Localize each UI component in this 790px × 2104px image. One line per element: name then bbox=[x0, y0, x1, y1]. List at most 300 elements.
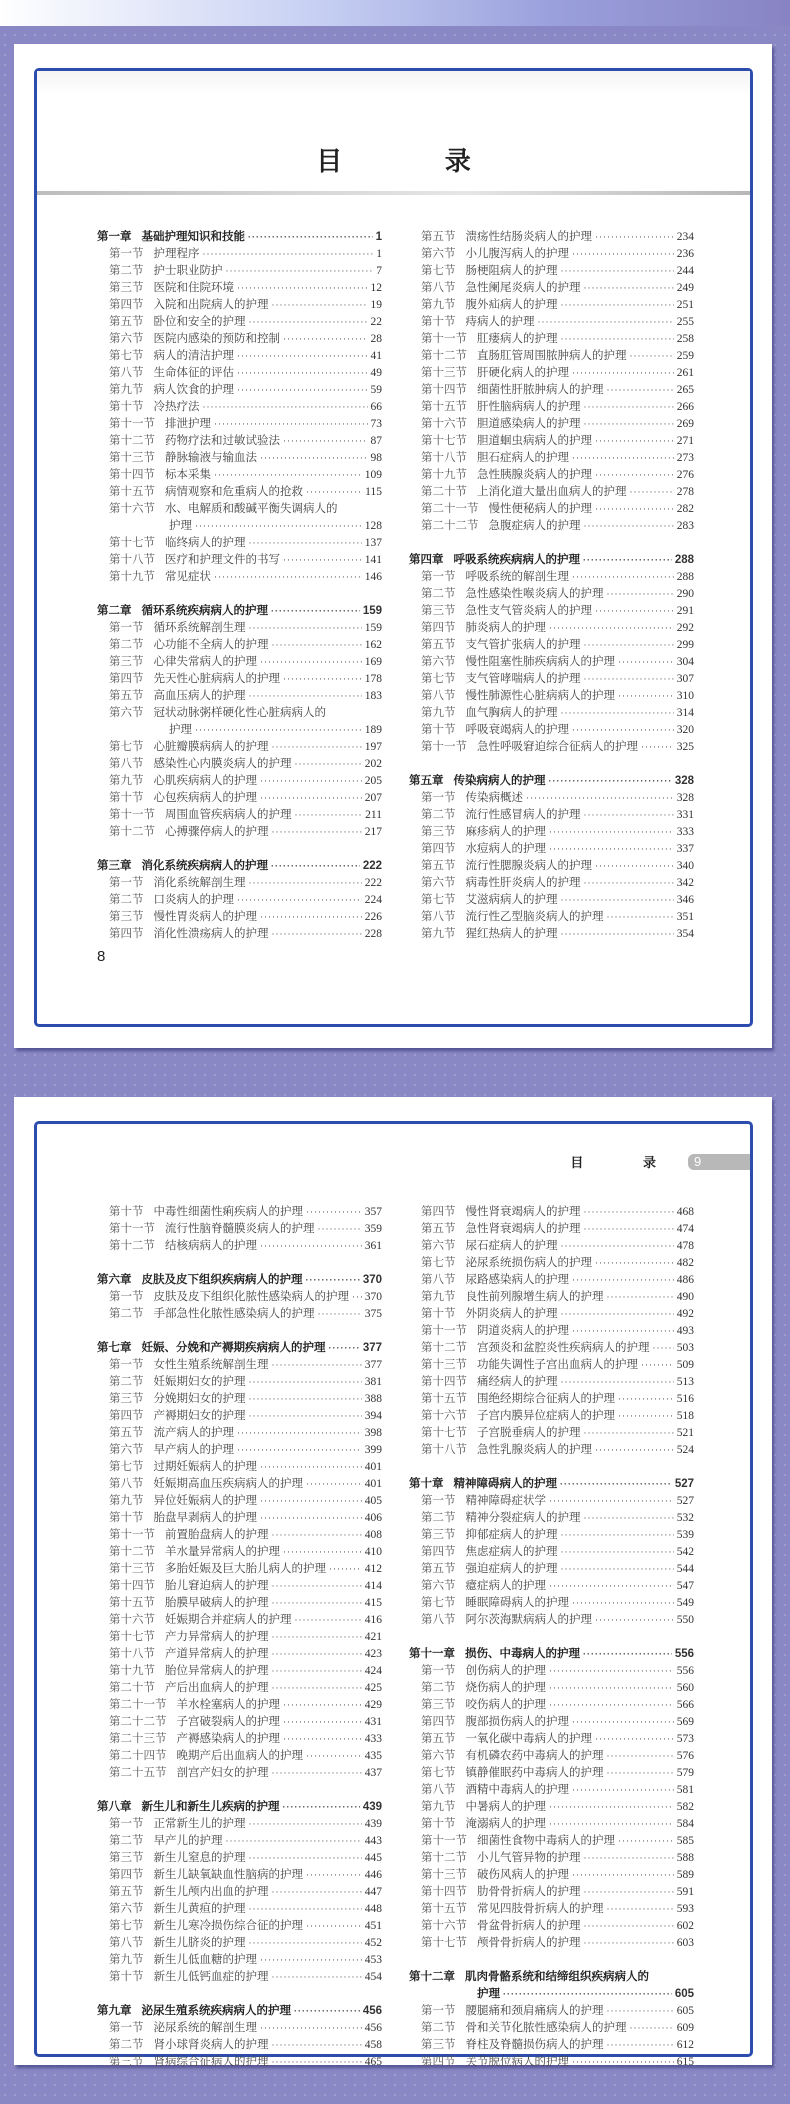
toc-spacer bbox=[97, 841, 382, 858]
dot-leader bbox=[572, 1714, 674, 1731]
entry-number: 第五节 bbox=[421, 1563, 456, 1575]
toc-chapter-entry[interactable] bbox=[97, 1272, 382, 1289]
toc-section-entry[interactable] bbox=[97, 1493, 382, 1510]
entry-title: 异位妊娠病人的护理 bbox=[153, 1495, 257, 1507]
toc-section-entry[interactable] bbox=[97, 1527, 382, 1544]
toc-section-entry[interactable] bbox=[97, 1850, 382, 1867]
toc-section-entry[interactable] bbox=[409, 671, 694, 688]
page-number-tab: 9 bbox=[688, 1154, 750, 1170]
entry-page-number: 448 bbox=[364, 1903, 382, 1915]
toc-section-entry[interactable] bbox=[409, 841, 694, 858]
dot-leader bbox=[607, 2037, 674, 2054]
entry-number: 第二十四节 bbox=[109, 1750, 167, 1762]
toc-section-entry[interactable] bbox=[97, 433, 382, 450]
toc-chapter-entry[interactable] bbox=[97, 603, 382, 620]
toc-section-entry[interactable] bbox=[409, 246, 694, 263]
toc-section-entry[interactable] bbox=[97, 1731, 382, 1748]
toc-section-entry[interactable] bbox=[409, 501, 694, 518]
entry-title: 排泄护理 bbox=[165, 418, 211, 430]
toc-chapter-entry[interactable] bbox=[97, 858, 382, 875]
toc-chapter-entry[interactable] bbox=[409, 1969, 694, 1986]
entry-number: 第十七节 bbox=[421, 1427, 467, 1439]
toc-section-entry[interactable] bbox=[97, 892, 382, 909]
entry-page-number: 282 bbox=[676, 503, 694, 515]
toc-chapter-entry[interactable] bbox=[409, 1986, 694, 2003]
entry-page-number: 468 bbox=[676, 1206, 694, 1218]
toc-section-entry[interactable] bbox=[97, 1816, 382, 1833]
toc-chapter-entry[interactable] bbox=[409, 773, 694, 790]
toc-section-entry[interactable] bbox=[97, 348, 382, 365]
toc-section-entry[interactable] bbox=[409, 1935, 694, 1952]
entry-title: 早产病人的护理 bbox=[153, 1444, 234, 1456]
entry-page-number: 197 bbox=[364, 741, 382, 753]
toc-section-entry[interactable] bbox=[409, 1544, 694, 1561]
entry-number: 第五节 bbox=[109, 1886, 144, 1898]
entry-number: 第三节 bbox=[421, 826, 456, 838]
toc-section-entry[interactable] bbox=[409, 1595, 694, 1612]
entry-number: 第五节 bbox=[109, 690, 144, 702]
toc-section-entry[interactable] bbox=[409, 450, 694, 467]
toc-section-entry[interactable] bbox=[409, 807, 694, 824]
entry-page-number: 456 bbox=[362, 2005, 382, 2017]
entry-title: 溃疡性结肠炎病人的护理 bbox=[465, 231, 592, 243]
toc-section-entry[interactable] bbox=[97, 467, 382, 484]
toc-section-entry[interactable] bbox=[409, 1867, 694, 1884]
toc-section-entry[interactable] bbox=[409, 1357, 694, 1374]
entry-page-number: 474 bbox=[676, 1223, 694, 1235]
entry-page-number: 12 bbox=[370, 282, 382, 294]
toc-section-entry[interactable] bbox=[409, 1221, 694, 1238]
dot-leader bbox=[306, 1476, 362, 1493]
entry-page-number: 406 bbox=[364, 1512, 382, 1524]
toc-section-entry[interactable] bbox=[97, 552, 382, 569]
entry-number: 第九节 bbox=[109, 1495, 144, 1507]
toc-section-entry[interactable] bbox=[97, 1612, 382, 1629]
entry-number: 第十二节 bbox=[109, 826, 155, 838]
toc-section-entry[interactable] bbox=[97, 1374, 382, 1391]
toc-section-entry[interactable] bbox=[97, 1459, 382, 1476]
toc-section-entry[interactable] bbox=[97, 1697, 382, 1714]
toc-spacer bbox=[409, 756, 694, 773]
toc-section-entry[interactable] bbox=[97, 1544, 382, 1561]
toc-section-entry[interactable] bbox=[409, 1884, 694, 1901]
toc-section-entry[interactable] bbox=[97, 450, 382, 467]
entry-title: 焦虑症病人的护理 bbox=[465, 1546, 558, 1558]
toc-chapter-entry[interactable] bbox=[409, 552, 694, 569]
entry-title: 镇静催眠药中毒病人的护理 bbox=[465, 1767, 604, 1779]
toc-chapter-entry[interactable] bbox=[409, 1476, 694, 1493]
toc-section-entry[interactable] bbox=[409, 2037, 694, 2054]
entry-number: 第十二节 bbox=[109, 435, 155, 447]
entry-title: 常见四肢骨折病人的护理 bbox=[477, 1903, 604, 1915]
toc-section-entry[interactable] bbox=[409, 1578, 694, 1595]
dot-leader bbox=[630, 484, 674, 501]
toc-section-entry[interactable] bbox=[409, 1782, 694, 1799]
entry-number: 第四节 bbox=[109, 1410, 144, 1422]
toc-section-entry[interactable] bbox=[97, 535, 382, 552]
toc-section-entry[interactable] bbox=[97, 484, 382, 501]
dot-leader bbox=[641, 1357, 674, 1374]
toc-section-entry[interactable] bbox=[409, 433, 694, 450]
entry-title: 脊柱及脊髓损伤病人的护理 bbox=[465, 2039, 604, 2051]
toc-section-entry[interactable] bbox=[409, 1731, 694, 1748]
toc-section-entry[interactable] bbox=[97, 756, 382, 773]
toc-section-entry[interactable] bbox=[97, 739, 382, 756]
toc-section-entry[interactable] bbox=[97, 297, 382, 314]
dot-leader bbox=[595, 1442, 674, 1459]
toc-section-entry[interactable] bbox=[409, 1816, 694, 1833]
entry-page-number: 207 bbox=[364, 792, 382, 804]
dot-leader bbox=[195, 722, 362, 739]
dot-leader bbox=[607, 382, 674, 399]
toc-section-entry[interactable] bbox=[409, 1527, 694, 1544]
toc-section-entry[interactable] bbox=[409, 382, 694, 399]
toc-section-entry[interactable] bbox=[409, 1799, 694, 1816]
entry-page-number: 465 bbox=[364, 2056, 382, 2068]
entry-page-number: 351 bbox=[676, 911, 694, 923]
toc-section-entry[interactable] bbox=[97, 1918, 382, 1935]
toc-section-entry[interactable] bbox=[409, 1374, 694, 1391]
toc-section-entry[interactable] bbox=[97, 1952, 382, 1969]
toc-section-entry[interactable] bbox=[409, 348, 694, 365]
dot-leader bbox=[283, 331, 368, 348]
entry-title: 慢性便秘病人的护理 bbox=[488, 503, 592, 515]
entry-number: 第二节 bbox=[109, 265, 144, 277]
toc-section-entry[interactable] bbox=[409, 722, 694, 739]
toc-section-entry[interactable] bbox=[409, 1493, 694, 1510]
entry-number: 第八节 bbox=[421, 1614, 456, 1626]
toc-section-entry[interactable] bbox=[97, 569, 382, 586]
toc-section-entry[interactable] bbox=[97, 1884, 382, 1901]
toc-section-entry[interactable] bbox=[97, 671, 382, 688]
toc-section-entry[interactable] bbox=[97, 2037, 382, 2054]
toc-section-entry[interactable] bbox=[97, 280, 382, 297]
toc-section-entry[interactable] bbox=[409, 620, 694, 637]
entry-number: 第十一节 bbox=[421, 1325, 467, 1337]
entry-title: 心律失常病人的护理 bbox=[153, 656, 257, 668]
toc-section-entry[interactable] bbox=[97, 1306, 382, 1323]
dot-leader bbox=[561, 1306, 674, 1323]
toc-section-entry[interactable] bbox=[97, 518, 382, 535]
toc-section-entry[interactable] bbox=[97, 1714, 382, 1731]
entry-page-number: 261 bbox=[676, 367, 694, 379]
toc-section-entry[interactable] bbox=[409, 1663, 694, 1680]
toc-section-entry[interactable] bbox=[97, 620, 382, 637]
entry-number: 第一节 bbox=[421, 571, 456, 583]
toc-section-entry[interactable] bbox=[97, 1629, 382, 1646]
toc-section-entry[interactable] bbox=[409, 2020, 694, 2037]
entry-page-number: 66 bbox=[370, 401, 382, 413]
toc-section-entry[interactable] bbox=[409, 1714, 694, 1731]
toc-section-entry[interactable] bbox=[97, 1646, 382, 1663]
toc-section-entry[interactable] bbox=[409, 1425, 694, 1442]
toc-section-entry[interactable] bbox=[409, 654, 694, 671]
entry-number: 第三节 bbox=[109, 911, 144, 923]
entry-title: 颅骨骨折病人的护理 bbox=[477, 1937, 581, 1949]
dot-leader bbox=[595, 1255, 674, 1272]
dot-leader bbox=[283, 1799, 360, 1816]
toc-section-entry[interactable] bbox=[409, 790, 694, 807]
toc-section-entry[interactable] bbox=[409, 1850, 694, 1867]
toc-section-entry[interactable] bbox=[97, 1867, 382, 1884]
entry-number: 第十九节 bbox=[109, 571, 155, 583]
entry-number: 第十六节 bbox=[109, 1614, 155, 1626]
dot-leader bbox=[618, 1391, 674, 1408]
dot-leader bbox=[503, 1986, 672, 2003]
toc-section-entry[interactable] bbox=[409, 1306, 694, 1323]
entry-number: 第十三节 bbox=[421, 367, 467, 379]
entry-number: 第二十二节 bbox=[109, 1716, 167, 1728]
entry-page-number: 405 bbox=[364, 1495, 382, 1507]
toc-section-entry[interactable] bbox=[409, 1340, 694, 1357]
entry-page-number: 451 bbox=[364, 1920, 382, 1932]
toc-section-entry[interactable] bbox=[409, 688, 694, 705]
entry-title: 子宫内膜异位症病人的护理 bbox=[477, 1410, 615, 1422]
toc-section-entry[interactable] bbox=[409, 875, 694, 892]
entry-page-number: 224 bbox=[364, 894, 382, 906]
toc-section-entry[interactable] bbox=[409, 1833, 694, 1850]
entry-page-number: 518 bbox=[676, 1410, 694, 1422]
toc-section-entry[interactable] bbox=[409, 416, 694, 433]
toc-section-entry[interactable] bbox=[97, 824, 382, 841]
entry-title: 子宫破裂病人的护理 bbox=[176, 1716, 280, 1728]
toc-section-entry[interactable] bbox=[409, 1272, 694, 1289]
entry-title: 肾病综合征病人的护理 bbox=[153, 2056, 269, 2068]
toc-section-entry[interactable] bbox=[97, 1935, 382, 1952]
toc-section-entry[interactable] bbox=[97, 1391, 382, 1408]
toc-section-entry[interactable] bbox=[97, 314, 382, 331]
toc-section-entry[interactable] bbox=[97, 807, 382, 824]
toc-section-entry[interactable] bbox=[97, 331, 382, 348]
toc-section-entry[interactable] bbox=[409, 365, 694, 382]
entry-page-number: 581 bbox=[676, 1784, 694, 1796]
entry-title: 剖宫产妇女的护理 bbox=[176, 1767, 269, 1779]
entry-number: 第十四节 bbox=[109, 469, 155, 481]
toc-section-entry[interactable] bbox=[409, 518, 694, 535]
entry-page-number: 542 bbox=[676, 1546, 694, 1558]
toc-section-entry[interactable] bbox=[97, 637, 382, 654]
toc-section-entry[interactable] bbox=[409, 1255, 694, 1272]
toc-section-entry[interactable] bbox=[97, 246, 382, 263]
toc-section-entry[interactable] bbox=[409, 467, 694, 484]
toc-section-entry[interactable] bbox=[409, 637, 694, 654]
entry-page-number: 503 bbox=[676, 1342, 694, 1354]
toc-section-entry[interactable] bbox=[97, 501, 382, 518]
dot-leader bbox=[561, 1561, 674, 1578]
entry-title: 医院和住院环境 bbox=[153, 282, 234, 294]
toc-section-entry[interactable] bbox=[409, 1391, 694, 1408]
entry-title: 多胎妊娠及巨大胎儿病人的护理 bbox=[165, 1563, 326, 1575]
toc-section-entry[interactable] bbox=[409, 824, 694, 841]
toc-section-entry[interactable] bbox=[409, 399, 694, 416]
toc-section-entry[interactable] bbox=[97, 1357, 382, 1374]
toc-section-entry[interactable] bbox=[97, 399, 382, 416]
entry-title: 产后出血病人的护理 bbox=[165, 1682, 269, 1694]
entry-title: 淹溺病人的护理 bbox=[465, 1818, 546, 1830]
toc-section-entry[interactable] bbox=[97, 1238, 382, 1255]
entry-title: 急性肾衰竭病人的护理 bbox=[465, 1223, 581, 1235]
toc-section-entry[interactable] bbox=[409, 569, 694, 586]
toc-section-entry[interactable] bbox=[409, 1697, 694, 1714]
toc-section-entry[interactable] bbox=[97, 1510, 382, 1527]
dot-leader bbox=[572, 450, 674, 467]
dot-leader bbox=[549, 841, 674, 858]
entry-number: 第三节 bbox=[109, 2056, 144, 2068]
toc-section-entry[interactable] bbox=[97, 263, 382, 280]
entry-title: 药物疗法和过敏试验法 bbox=[165, 435, 280, 447]
toc-section-entry[interactable] bbox=[97, 2054, 382, 2071]
entry-title: 急性阑尾炎病人的护理 bbox=[465, 282, 581, 294]
toc-section-entry[interactable] bbox=[409, 1561, 694, 1578]
entry-page-number: 291 bbox=[676, 605, 694, 617]
toc-section-entry[interactable] bbox=[97, 654, 382, 671]
entry-page-number: 333 bbox=[676, 826, 694, 838]
toc-section-entry[interactable] bbox=[409, 705, 694, 722]
toc-section-entry[interactable] bbox=[409, 1408, 694, 1425]
dot-leader bbox=[295, 756, 362, 773]
toc-section-entry[interactable] bbox=[97, 790, 382, 807]
toc-section-entry[interactable] bbox=[97, 1442, 382, 1459]
toc-chapter-entry[interactable] bbox=[97, 1799, 382, 1816]
entry-title: 急性支气管炎病人的护理 bbox=[465, 605, 592, 617]
dot-leader bbox=[249, 875, 362, 892]
toc-section-entry[interactable] bbox=[97, 1561, 382, 1578]
entry-page-number: 609 bbox=[676, 2022, 694, 2034]
toc-section-entry[interactable] bbox=[97, 688, 382, 705]
toc-section-entry[interactable] bbox=[97, 416, 382, 433]
toc-section-entry[interactable] bbox=[97, 773, 382, 790]
toc-section-entry[interactable] bbox=[409, 1748, 694, 1765]
entry-title: 胆道蛔虫病病人的护理 bbox=[477, 435, 592, 447]
toc-section-entry[interactable] bbox=[97, 1425, 382, 1442]
entry-title: 胎盘早剥病人的护理 bbox=[153, 1512, 257, 1524]
toc-section-entry[interactable] bbox=[409, 297, 694, 314]
toc-section-entry[interactable] bbox=[97, 1663, 382, 1680]
toc-section-entry[interactable] bbox=[97, 1204, 382, 1221]
dot-leader bbox=[214, 416, 368, 433]
entry-title: 流产病人的护理 bbox=[153, 1427, 234, 1439]
toc-section-entry[interactable] bbox=[97, 1680, 382, 1697]
toc-section-entry[interactable] bbox=[409, 739, 694, 756]
dot-leader bbox=[561, 926, 674, 943]
toc-section-entry[interactable] bbox=[409, 484, 694, 501]
toc-section-entry[interactable] bbox=[97, 875, 382, 892]
toc-section-entry[interactable] bbox=[409, 1442, 694, 1459]
toc-section-entry[interactable] bbox=[97, 1476, 382, 1493]
toc-section-entry[interactable] bbox=[97, 382, 382, 399]
toc-section-entry[interactable] bbox=[97, 705, 382, 722]
entry-number: 第十八节 bbox=[421, 1444, 467, 1456]
toc-section-entry[interactable] bbox=[97, 1578, 382, 1595]
toc-section-entry[interactable] bbox=[409, 331, 694, 348]
entry-title: 流行性乙型脑炎病人的护理 bbox=[465, 911, 604, 923]
entry-page-number: 539 bbox=[676, 1529, 694, 1541]
entry-page-number: 49 bbox=[370, 367, 382, 379]
toc-section-entry[interactable] bbox=[409, 1765, 694, 1782]
toc-section-entry[interactable] bbox=[409, 1680, 694, 1697]
toc-section-entry[interactable] bbox=[97, 365, 382, 382]
toc-section-entry[interactable] bbox=[97, 1221, 382, 1238]
toc-section-entry[interactable] bbox=[409, 1901, 694, 1918]
dot-leader bbox=[272, 1629, 362, 1646]
toc-section-entry[interactable] bbox=[409, 314, 694, 331]
toc-section-entry[interactable] bbox=[97, 909, 382, 926]
toc-section-entry[interactable] bbox=[409, 603, 694, 620]
toc-chapter-entry[interactable] bbox=[97, 229, 382, 246]
toc-section-entry[interactable] bbox=[409, 280, 694, 297]
toc-section-entry[interactable] bbox=[409, 892, 694, 909]
entry-title: 羊水量异常病人的护理 bbox=[165, 1546, 280, 1558]
toc-section-entry[interactable] bbox=[409, 1612, 694, 1629]
toc-section-entry[interactable] bbox=[409, 926, 694, 943]
toc-section-entry[interactable] bbox=[409, 1323, 694, 1340]
dot-leader bbox=[549, 1799, 674, 1816]
dot-leader bbox=[329, 1340, 360, 1357]
toc-section-entry[interactable] bbox=[97, 1595, 382, 1612]
toc-section-entry[interactable] bbox=[97, 1408, 382, 1425]
toc-section-entry[interactable] bbox=[409, 586, 694, 603]
toc-section-entry[interactable] bbox=[409, 1204, 694, 1221]
entry-number: 第十二节 bbox=[421, 350, 467, 362]
entry-page-number: 328 bbox=[676, 792, 694, 804]
toc-section-entry[interactable] bbox=[409, 2003, 694, 2020]
entry-page-number: 370 bbox=[362, 1274, 382, 1286]
entry-number: 第十一章 bbox=[409, 1648, 455, 1660]
dot-leader bbox=[272, 1646, 362, 1663]
entry-title: 消化系统解剖生理 bbox=[153, 877, 246, 889]
entry-number: 第一节 bbox=[421, 1665, 456, 1677]
toc-section-entry[interactable] bbox=[97, 1969, 382, 1986]
entry-page-number: 337 bbox=[676, 843, 694, 855]
toc-section-entry[interactable] bbox=[97, 722, 382, 739]
toc-chapter-entry[interactable] bbox=[97, 2003, 382, 2020]
dot-leader bbox=[260, 909, 362, 926]
toc-section-entry[interactable] bbox=[409, 1289, 694, 1306]
toc-section-entry[interactable] bbox=[97, 1833, 382, 1850]
toc-section-entry[interactable] bbox=[409, 2054, 694, 2071]
toc-section-entry[interactable] bbox=[409, 858, 694, 875]
entry-number: 第十节 bbox=[109, 792, 144, 804]
entry-page-number: 443 bbox=[364, 1835, 382, 1847]
toc-section-entry[interactable] bbox=[97, 1289, 382, 1306]
entry-number: 第七节 bbox=[421, 265, 456, 277]
toc-section-entry[interactable] bbox=[97, 1765, 382, 1782]
toc-chapter-entry[interactable] bbox=[97, 1340, 382, 1357]
toc-section-entry[interactable] bbox=[97, 1748, 382, 1765]
toc-section-entry[interactable] bbox=[409, 1238, 694, 1255]
toc-section-entry[interactable] bbox=[97, 1901, 382, 1918]
toc-section-entry[interactable] bbox=[409, 909, 694, 926]
toc-section-entry[interactable] bbox=[97, 926, 382, 943]
toc-section-entry[interactable] bbox=[97, 2020, 382, 2037]
entry-title: 消化性溃疡病人的护理 bbox=[153, 928, 269, 940]
entry-page-number: 423 bbox=[364, 1648, 382, 1660]
entry-title: 肾小球肾炎病人的护理 bbox=[153, 2039, 269, 2051]
toc-chapter-entry[interactable] bbox=[409, 1646, 694, 1663]
dot-leader bbox=[272, 1527, 362, 1544]
entry-title: 抑郁症病人的护理 bbox=[465, 1529, 558, 1541]
toc-section-entry[interactable] bbox=[409, 1918, 694, 1935]
entry-page-number: 560 bbox=[676, 1682, 694, 1694]
entry-number: 第十节 bbox=[109, 1206, 144, 1218]
entry-page-number: 189 bbox=[364, 724, 382, 736]
entry-number: 第三节 bbox=[421, 605, 456, 617]
toc-section-entry[interactable] bbox=[409, 263, 694, 280]
entry-title: 阴道炎病人的护理 bbox=[477, 1325, 569, 1337]
dot-leader bbox=[249, 688, 362, 705]
toc-section-entry[interactable] bbox=[409, 1510, 694, 1527]
toc-section-entry[interactable] bbox=[409, 229, 694, 246]
